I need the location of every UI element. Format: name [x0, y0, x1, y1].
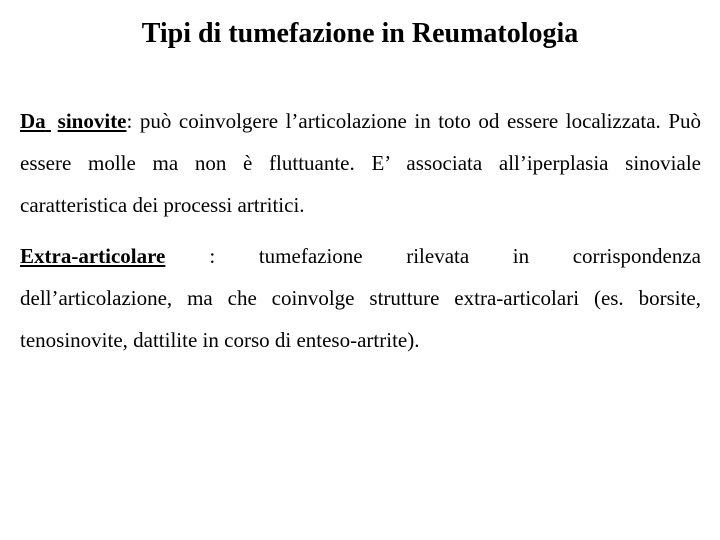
- term-colon: :: [209, 244, 216, 268]
- term-underline-gap: [46, 100, 58, 142]
- paragraph-extra-articolare: [20, 235, 701, 361]
- term-extra-articolare: Extra-articolare: [20, 244, 166, 268]
- paragraph-text: tumefazione rilevata in corrispondenza dell’articolazione, ma che coinvolge strutture extra-articolari (es. borsite, tenosinovite, dattilite in corso di enteso-artrite).: [20, 244, 701, 352]
- slide-body: [20, 100, 701, 361]
- term-sinovite: sinovite: [57, 109, 127, 133]
- paragraph-sinovite: [20, 100, 701, 226]
- term-da: Da: [20, 109, 46, 133]
- paragraph-text: : può coinvolgere l’articolazione in toto od essere localizzata. Può essere molle ma non è fluttuante. E’ associata all’iperplasia sinoviale caratteristica dei processi artritici.: [20, 109, 701, 217]
- slide-title: Tipi di tumefazione in Reumatologia: [141, 18, 579, 49]
